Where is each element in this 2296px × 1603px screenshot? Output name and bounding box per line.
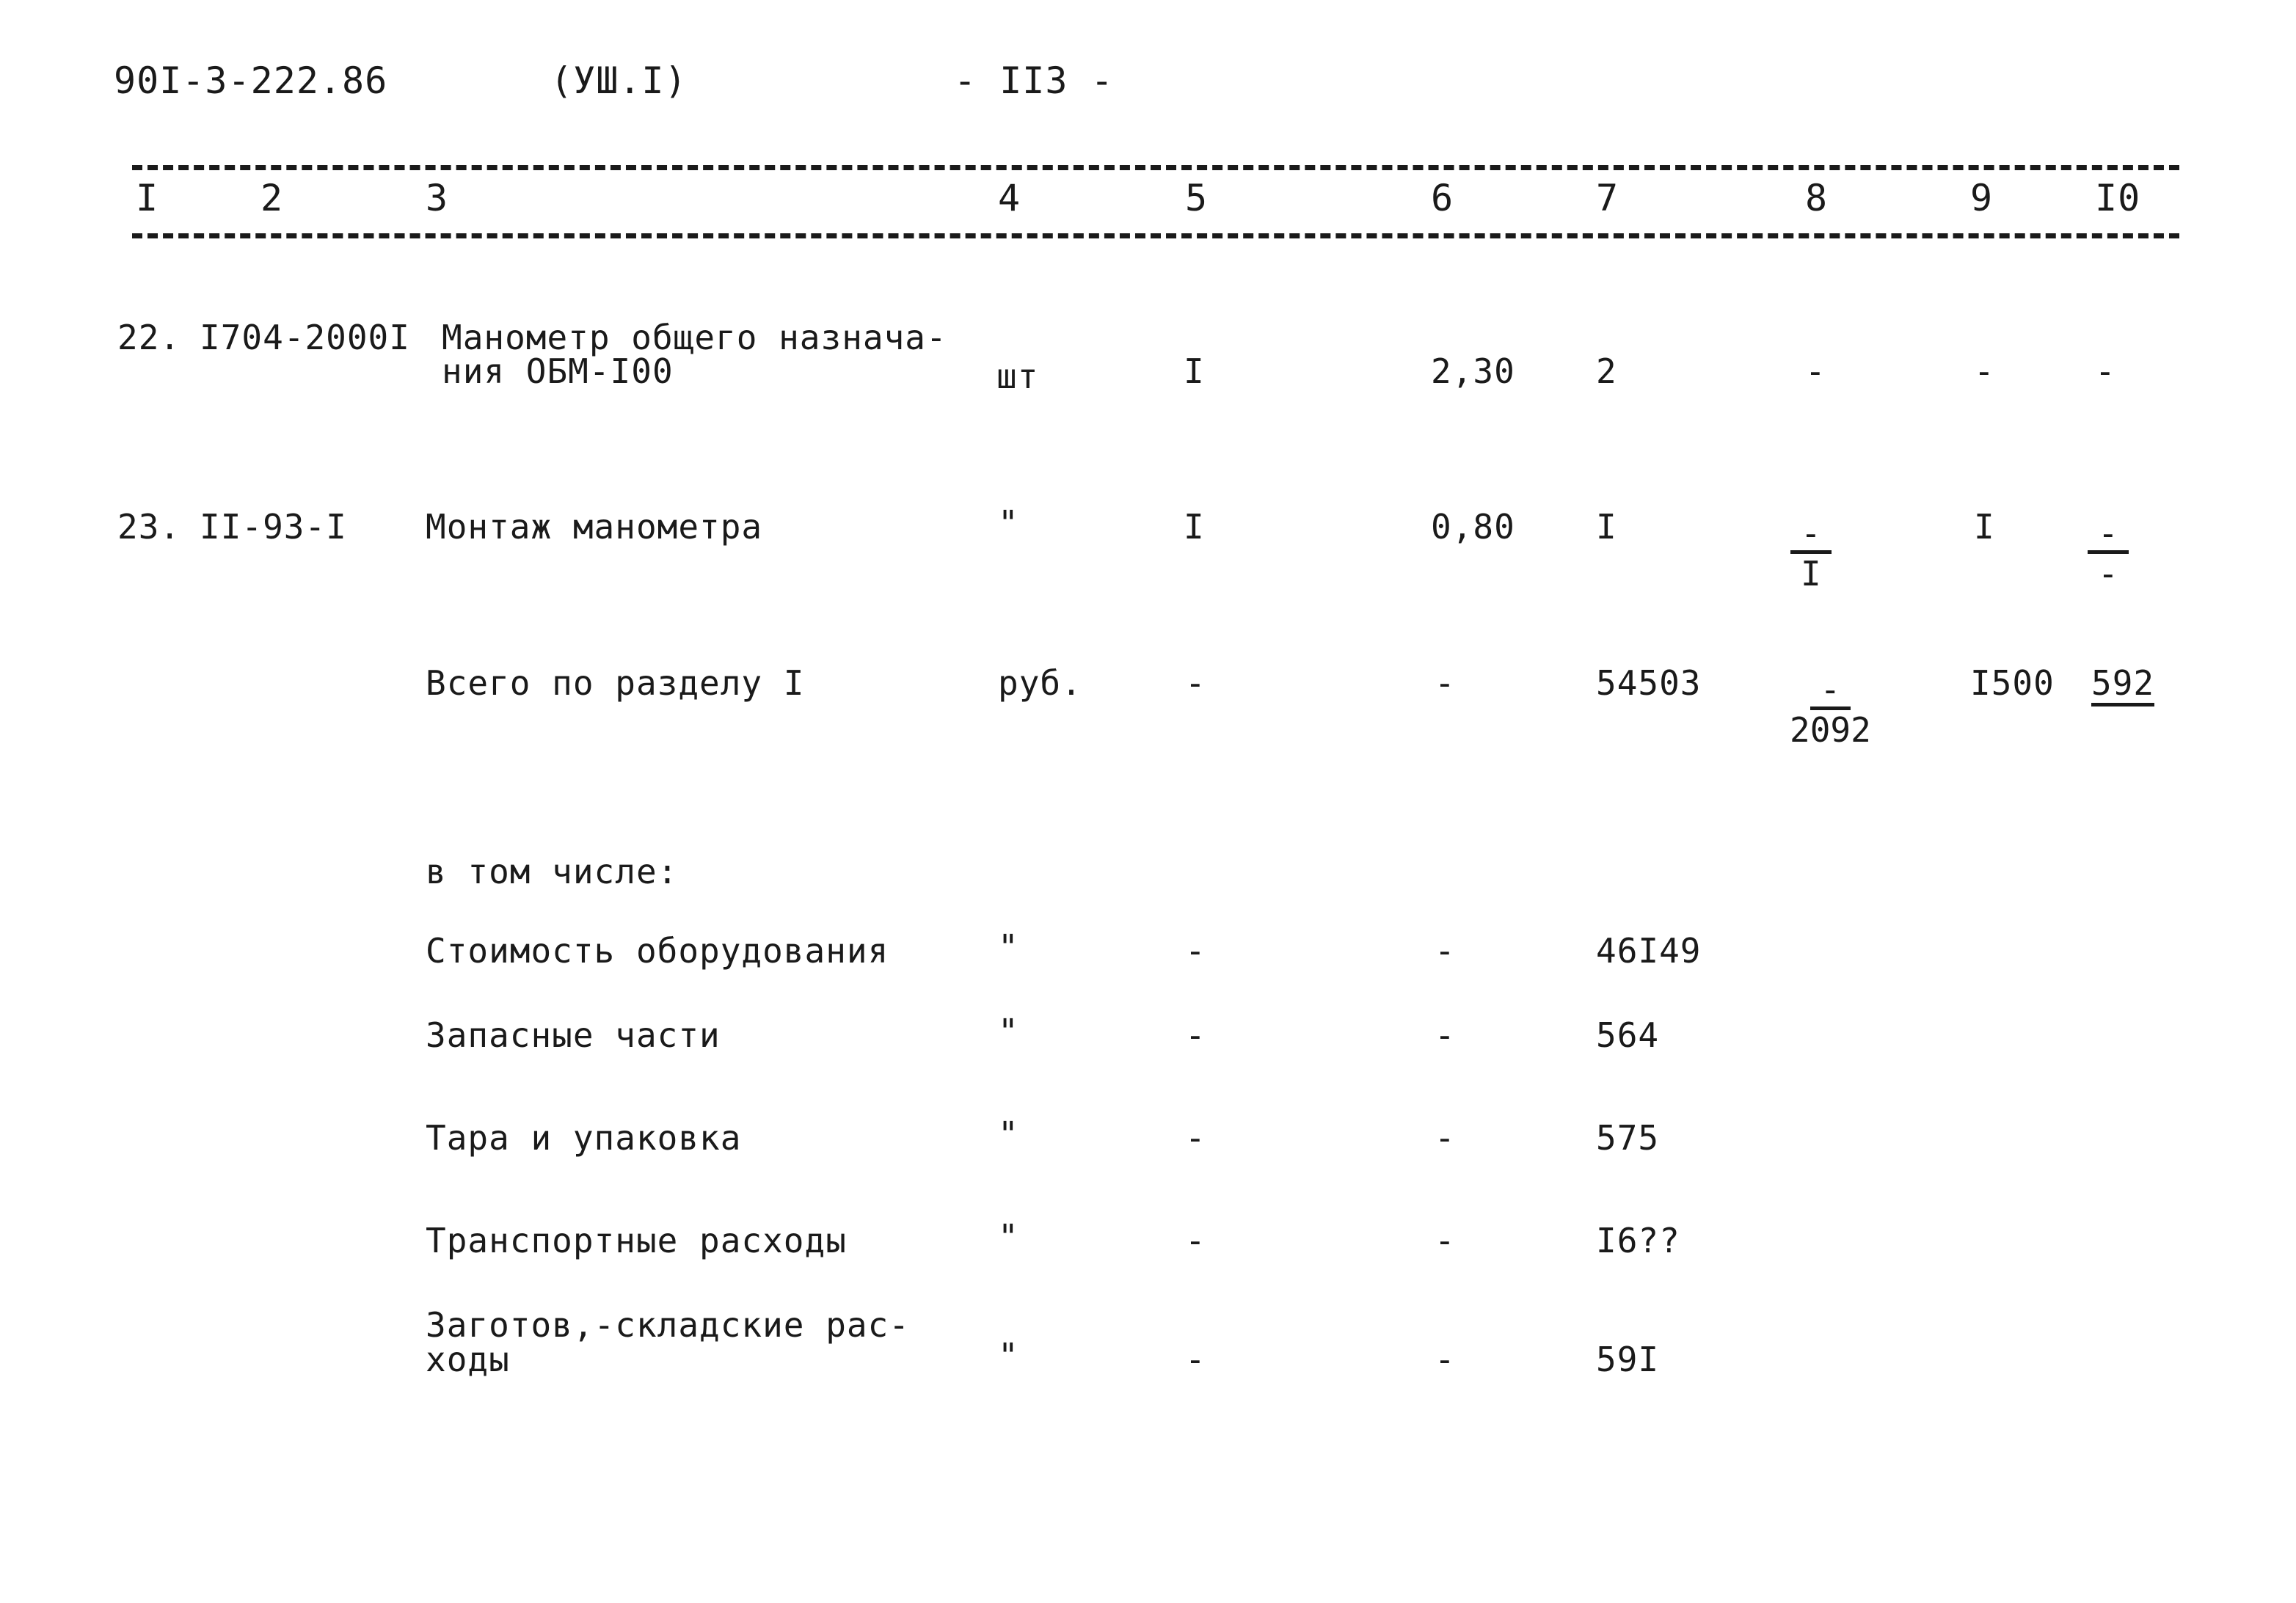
breakdown-qty: - [1185,1118,1206,1158]
column-header-3: 3 [426,177,449,219]
breakdown-unit: " [998,1336,1019,1376]
row-total: I [1596,507,1617,547]
fraction-numerator: - [1810,670,1851,710]
breakdown-unit: " [998,1012,1019,1051]
column-header-4: 4 [998,177,1021,219]
row-number: 23. [117,507,181,547]
row-qty: I [1184,507,1205,547]
fraction-denominator: - [2098,554,2118,594]
total-value: 54503 [1596,663,1702,703]
breakdown-qty: - [1185,1015,1206,1055]
total-col9: I500 [1970,663,2055,703]
column-header-6: 6 [1431,177,1454,219]
total-col10: 592 [2091,666,2154,700]
total-qty: - [1185,663,1206,703]
breakdown-name-line1: Заготов,-складские рас- [426,1305,910,1345]
breakdown-value: 575 [1596,1118,1660,1158]
row-code: I704-2000I [200,318,410,357]
row-col9: I [1974,507,1995,547]
header-bottom-rule [132,233,2179,238]
row-name-line2: ния ОБМ-I00 [442,351,674,391]
total-price: - [1435,663,1456,703]
breakdown-qty: - [1185,931,1206,971]
column-header-10: I0 [2095,177,2141,219]
breakdown-value: 46I49 [1596,931,1702,971]
breakdown-value: I6?? [1596,1221,1680,1260]
column-header-5: 5 [1185,177,1209,219]
row-code: II-93-I [200,507,347,547]
breakdown-price: - [1435,1118,1456,1158]
fraction-numerator: - [1790,514,1832,554]
row-col10-fraction [2088,514,2129,594]
breakdown-price: - [1435,931,1456,971]
breakdown-qty: - [1185,1221,1206,1260]
row-col10: - [2095,351,2116,391]
column-header-1: I [136,177,159,219]
breakdown-price: - [1435,1221,1456,1260]
breakdown-unit: " [998,1217,1019,1257]
breakdown-unit: " [998,1114,1019,1154]
row-qty: I [1184,351,1205,391]
breakdown-unit: " [998,927,1019,967]
row-col8: - [1805,351,1826,391]
breakdown-price: - [1435,1340,1456,1379]
breakdown-name: Транспортные расходы [426,1221,847,1260]
row-unit: шт [996,357,1039,396]
total-unit: руб. [998,663,1082,703]
fraction-numerator: - [2088,514,2129,554]
breakdown-name: Запасные части [426,1015,721,1055]
column-header-8: 8 [1805,177,1829,219]
row-unit: " [998,503,1019,543]
breakdown-value: 564 [1596,1015,1660,1055]
row-col9: - [1974,351,1995,391]
breakdown-qty: - [1185,1340,1206,1379]
row-number: 22. [117,318,181,357]
column-header-7: 7 [1596,177,1619,219]
column-header-2: 2 [260,177,284,219]
breakdown-name: Тара и упаковка [426,1118,742,1158]
row-name: Монтаж манометра [426,507,763,547]
section-number: (УШ.I) [550,59,688,102]
header-top-rule [132,165,2179,170]
breakdown-name: Стоимость оборудования [426,931,889,971]
column-header-9: 9 [1970,177,1994,219]
row-total: 2 [1596,351,1617,391]
total-name: Всего по разделу I [426,663,805,703]
total-col8-fraction [1779,670,1881,750]
document-code: 90I-3-222.86 [114,59,388,102]
row-name-line1: Манометр общего назнача- [442,318,947,357]
row-price: 2,30 [1431,351,1515,391]
breakdown-price: - [1435,1015,1456,1055]
row-price: 0,80 [1431,507,1515,547]
breakdown-value: 59I [1596,1340,1660,1379]
including-label: в том числе: [426,852,679,891]
page-number: - II3 - [954,59,1114,102]
row-col8-fraction [1790,514,1832,594]
breakdown-name-line2: ходы [426,1340,510,1379]
fraction-denominator: I [1801,554,1821,594]
fraction-denominator: 2092 [1790,710,1871,750]
